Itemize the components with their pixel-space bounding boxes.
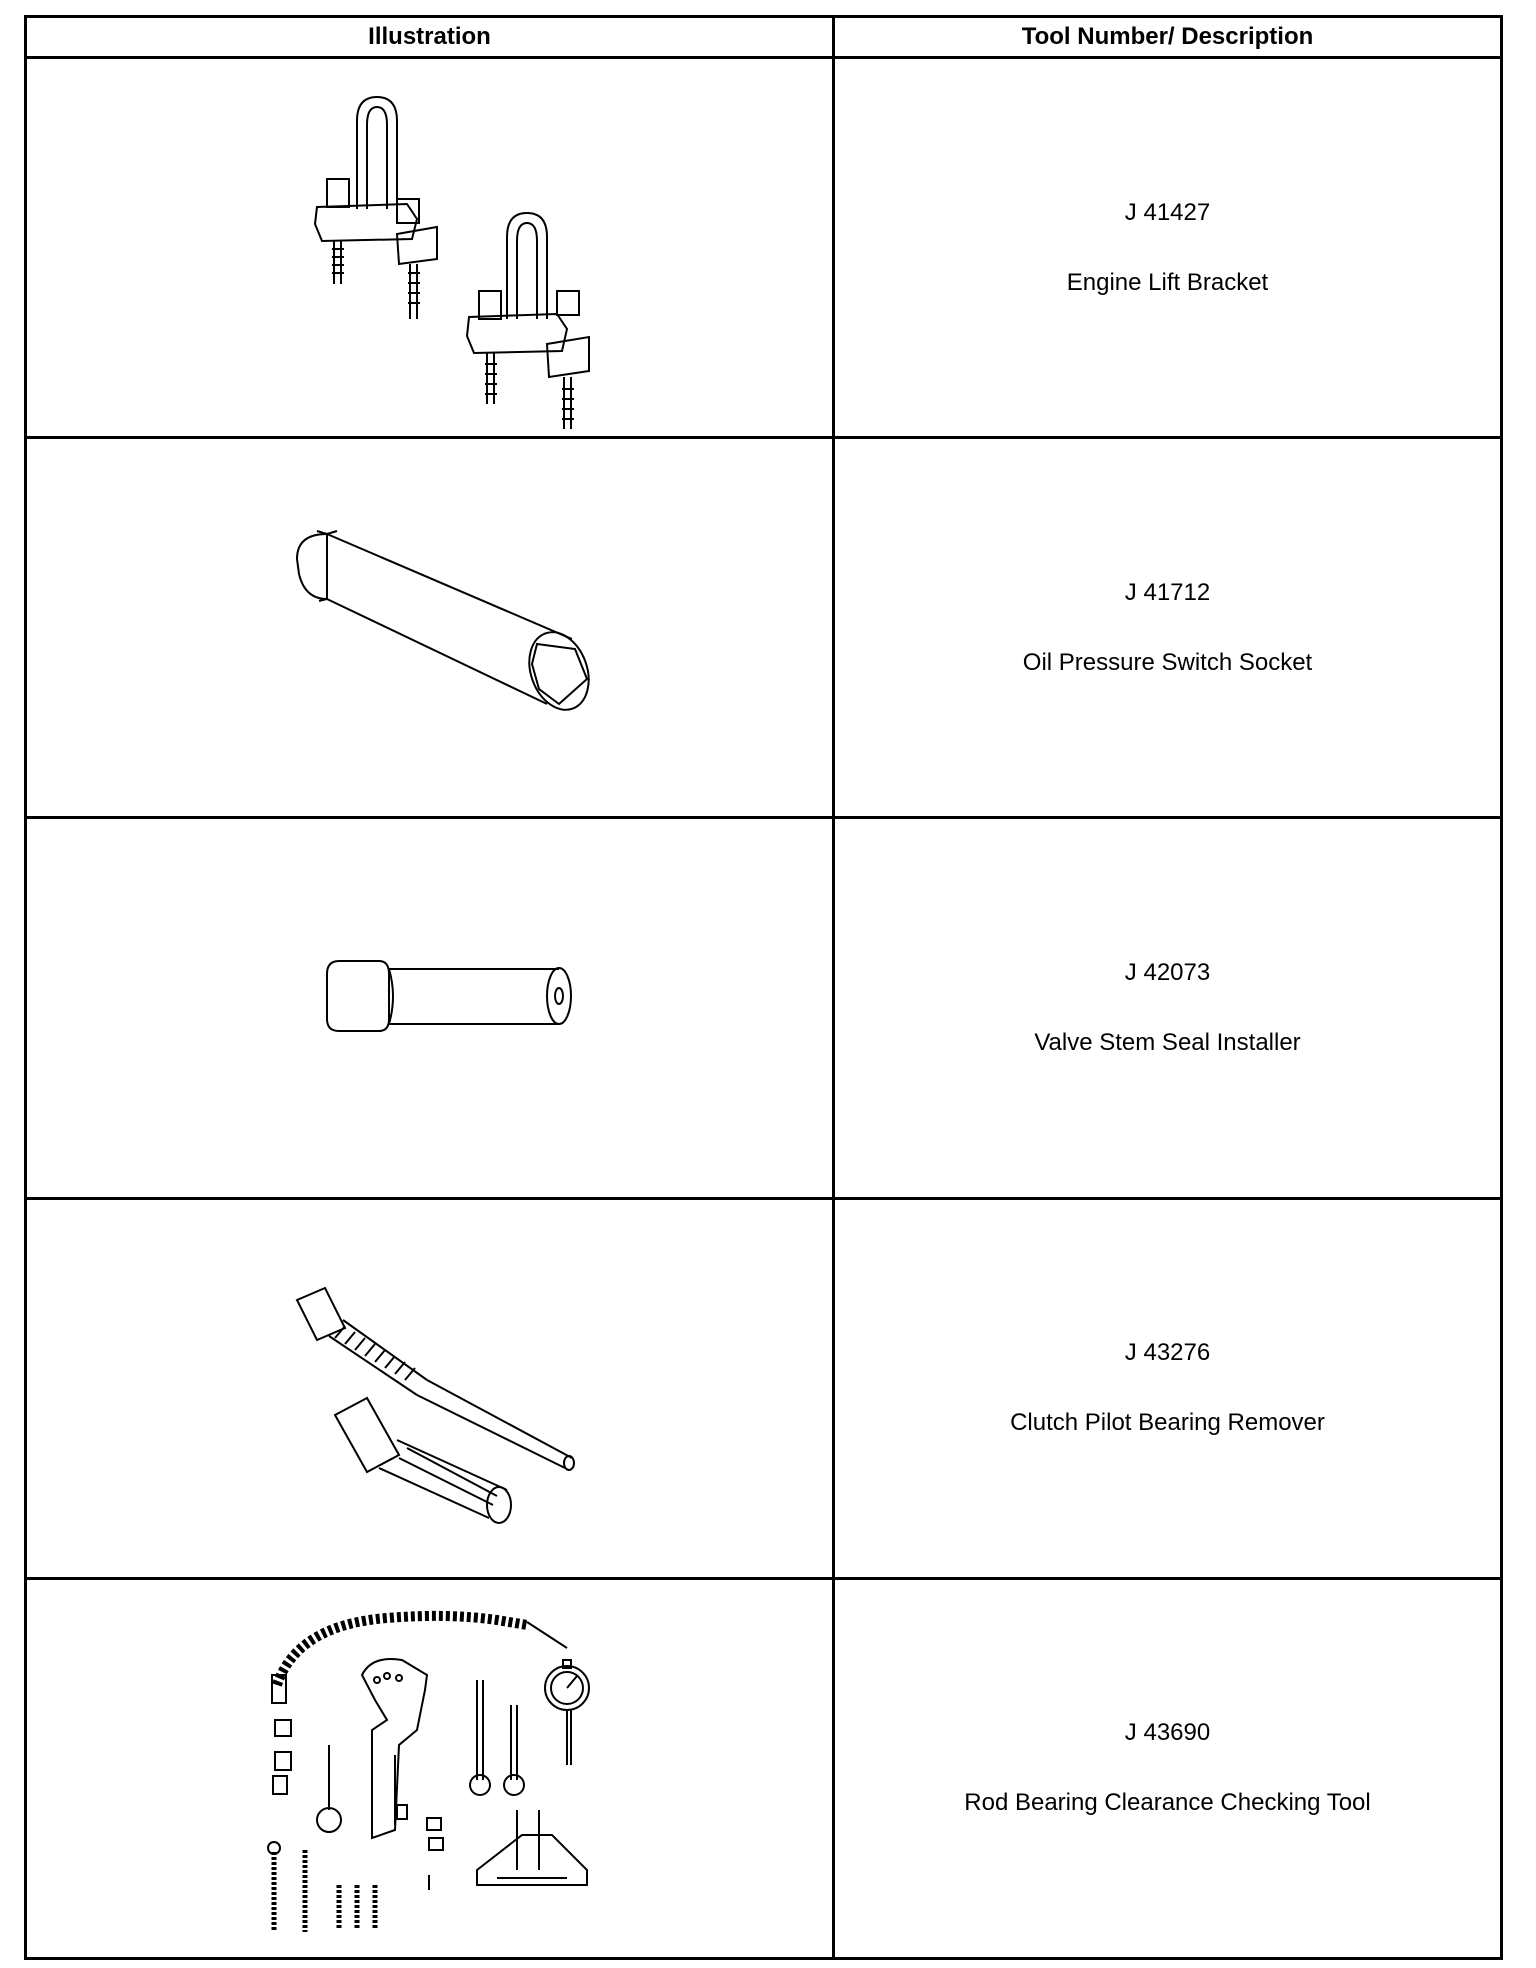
table-row [26, 58, 1502, 438]
illustration-cell [26, 1578, 834, 1958]
tool-description-cell [834, 438, 1502, 818]
tool-description-cell [834, 1578, 1502, 1958]
illustration-cell [26, 1198, 834, 1578]
table-row [26, 1578, 1502, 1958]
table-header-row [26, 17, 1502, 58]
tool-description-cell [834, 58, 1502, 438]
tool-description: Valve Stem Seal Installer [1034, 1028, 1301, 1056]
tool-number: J 43690 [1124, 1719, 1211, 1747]
tool-description-header: Tool Number/ Description [834, 17, 1502, 58]
special-tools-table [24, 15, 1503, 1960]
clutch-pilot-bearing-remover-icon [27, 1200, 835, 1577]
tool-number: J 41427 [1124, 198, 1211, 226]
oil-pressure-switch-socket-icon [27, 439, 835, 816]
illustration-cell [26, 818, 834, 1198]
tool-number: J 42073 [1124, 958, 1211, 986]
tool-number: J 41712 [1124, 578, 1211, 606]
rod-bearing-clearance-tool-icon [27, 1580, 835, 1957]
tool-description: Oil Pressure Switch Socket [1022, 648, 1313, 676]
tool-number: J 43276 [1124, 1339, 1211, 1367]
table-row [26, 818, 1502, 1198]
tool-description: Rod Bearing Clearance Checking Tool [964, 1789, 1371, 1817]
tool-description-cell [834, 818, 1502, 1198]
illustration-cell [26, 438, 834, 818]
tool-description: Engine Lift Bracket [1066, 268, 1269, 296]
illustration-header: Illustration [26, 17, 834, 58]
table-row [26, 438, 1502, 818]
tool-description-cell [834, 1198, 1502, 1578]
valve-stem-seal-installer-icon [27, 819, 835, 1196]
illustration-cell [26, 58, 834, 438]
engine-lift-bracket-icon [27, 59, 835, 436]
table-row [26, 1198, 1502, 1578]
tool-description: Clutch Pilot Bearing Remover [1010, 1409, 1325, 1437]
